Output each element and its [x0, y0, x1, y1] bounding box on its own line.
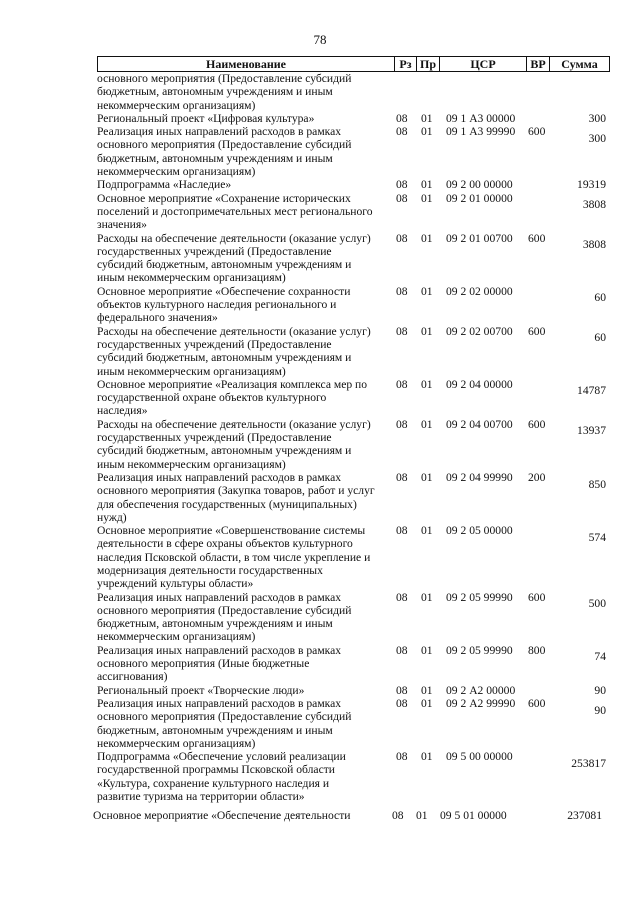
row-pr: 01 — [421, 643, 433, 657]
row-csr: 09 1 А3 00000 — [446, 111, 516, 125]
row-name-line: некоммерческим организациям) — [97, 736, 256, 750]
row-name — [97, 644, 383, 684]
row-name-line: федерального значения» — [97, 311, 218, 325]
row-csr: 09 2 А2 00000 — [446, 683, 516, 697]
table-row — [0, 697, 640, 750]
row-csr: 09 1 А3 99990 — [446, 125, 516, 139]
table-row — [0, 644, 640, 684]
row-name-line: Расходы на обеспечение деятельности (оказание услуг) — [97, 324, 371, 338]
row-name — [97, 285, 383, 325]
row-csr: 09 5 01 00000 — [440, 809, 507, 823]
row-name-line: государственных учреждений (Предоставление — [97, 337, 332, 351]
row-name — [97, 591, 383, 644]
row-name-line: иным некоммерческим организациям) — [97, 364, 286, 378]
row-csr: 09 2 01 00000 — [446, 191, 513, 205]
header-rz: Рз — [395, 57, 417, 71]
page-number: 78 — [313, 32, 327, 47]
row-sum: 850 — [588, 477, 606, 491]
row-name — [97, 750, 383, 803]
row-rz: 08 — [396, 417, 408, 431]
row-pr: 01 — [421, 683, 433, 697]
row-name-line: для обеспечения государственных (муниципальных) — [97, 497, 357, 511]
row-vr: 600 — [528, 125, 546, 139]
table-row — [0, 112, 640, 125]
row-sum: 3808 — [582, 238, 606, 252]
table-row — [0, 125, 640, 178]
row-name-line: Основное мероприятие «Обеспечение деятельности — [93, 809, 351, 823]
row-name-line: субсидий бюджетным, автономным учреждениям и — [97, 444, 352, 458]
row-name — [97, 418, 383, 471]
row-name-line: основного мероприятия (Закупка товаров, работ и услуг — [97, 484, 375, 498]
row-pr: 01 — [421, 284, 433, 298]
row-rz: 08 — [396, 284, 408, 298]
row-sum: 13937 — [577, 424, 606, 438]
row-name-line: государственной охране объектов культурного — [97, 391, 327, 405]
row-rz: 08 — [396, 590, 408, 604]
row-vr: 600 — [528, 696, 546, 710]
row-sum: 253817 — [571, 756, 606, 770]
row-pr: 01 — [421, 750, 433, 764]
row-name-line: ассигнования) — [97, 670, 168, 684]
row-name-line: некоммерческим организациям) — [97, 165, 256, 179]
row-name-line: значения» — [97, 218, 147, 232]
row-name-line: бюджетным, автономным учреждениям и иным — [97, 723, 333, 737]
row-csr: 09 2 04 00000 — [446, 377, 513, 391]
row-name — [97, 325, 383, 378]
row-vr: 600 — [528, 590, 546, 604]
row-sum: 60 — [594, 331, 606, 345]
row-name-line: Расходы на обеспечение деятельности (оказание услуг) — [97, 231, 371, 245]
row-csr: 09 2 А2 99990 — [446, 696, 516, 710]
row-sum: 574 — [588, 530, 606, 544]
row-name-line: Реализация иных направлений расходов в рамках — [97, 643, 342, 657]
row-name-line: государственных учреждений (Предоставление — [97, 431, 332, 445]
row-name-line: некоммерческим организациям) — [97, 98, 256, 112]
row-name — [93, 809, 379, 822]
row-csr: 09 2 05 00000 — [446, 524, 513, 538]
row-name — [97, 112, 383, 125]
header-sum: Сумма — [561, 57, 598, 71]
row-pr: 01 — [421, 417, 433, 431]
row-name-line: наследия Псковской области, в том числе укрепление и — [97, 550, 371, 564]
row-name-line: Региональный проект «Творческие люди» — [97, 683, 305, 697]
row-rz: 08 — [396, 125, 408, 139]
row-sum: 14787 — [577, 384, 606, 398]
table-row — [0, 809, 640, 822]
table-row — [0, 232, 640, 285]
row-name-line: деятельности в сфере охраны объектов культурного — [97, 537, 353, 551]
row-pr: 01 — [421, 470, 433, 484]
row-name-line: основного мероприятия (Предоставление субсидий — [97, 72, 352, 85]
row-vr: 800 — [528, 643, 546, 657]
row-name-line: иным некоммерческим организациям) — [97, 271, 286, 285]
row-rz: 08 — [396, 178, 408, 192]
row-csr: 09 2 05 99990 — [446, 643, 513, 657]
row-pr: 01 — [421, 111, 433, 125]
table-row — [0, 178, 640, 191]
row-csr: 09 2 02 00000 — [446, 284, 513, 298]
row-name-line: основного мероприятия (Предоставление субсидий — [97, 603, 352, 617]
row-name — [97, 232, 383, 285]
row-name — [97, 125, 383, 178]
row-rz: 08 — [396, 231, 408, 245]
row-sum: 19319 — [577, 178, 606, 192]
row-pr: 01 — [421, 191, 433, 205]
table-row — [0, 285, 640, 325]
row-name-line: развитие туризма на территории области» — [97, 790, 305, 804]
row-name-line: Основное мероприятие «Реализация комплекса мер по — [97, 377, 368, 391]
row-rz: 08 — [396, 683, 408, 697]
row-csr: 09 2 01 00700 — [446, 231, 513, 245]
row-sum: 90 — [594, 703, 606, 717]
row-name-line: Расходы на обеспечение деятельности (оказание услуг) — [97, 417, 371, 431]
row-rz: 08 — [396, 377, 408, 391]
row-sum: 300 — [588, 111, 606, 125]
row-rz: 08 — [396, 696, 408, 710]
row-sum: 3808 — [582, 198, 606, 212]
row-name-line: Реализация иных направлений расходов в рамках — [97, 696, 342, 710]
row-name-line: бюджетным, автономным учреждениям и иным — [97, 85, 333, 99]
table-row — [0, 192, 640, 232]
row-rz: 08 — [396, 643, 408, 657]
row-name-line: Региональный проект «Цифровая культура» — [97, 111, 315, 125]
row-rz: 08 — [396, 191, 408, 205]
row-rz: 08 — [396, 750, 408, 764]
table-row — [0, 684, 640, 697]
table-row — [0, 418, 640, 471]
row-name-line: «Культура, сохранение культурного наследия и — [97, 776, 330, 790]
row-name-line: некоммерческим организациям) — [97, 630, 256, 644]
row-pr: 01 — [421, 590, 433, 604]
row-name-line: государственной программы Псковской области — [97, 763, 335, 777]
row-sum: 500 — [588, 597, 606, 611]
row-sum: 237081 — [567, 809, 602, 823]
row-name-line: государственных учреждений (Предоставление — [97, 244, 332, 258]
row-name-line: Подпрограмма «Обеспечение условий реализации — [97, 750, 346, 764]
row-csr: 09 5 00 00000 — [446, 750, 513, 764]
row-name — [97, 697, 383, 750]
header-vr: ВР — [527, 57, 550, 71]
row-name-line: иным некоммерческим организациям) — [97, 457, 286, 471]
row-name-line: Основное мероприятие «Сохранение исторических — [97, 191, 351, 205]
row-name-line: субсидий бюджетным, автономным учреждениям и — [97, 258, 352, 272]
row-rz: 08 — [396, 324, 408, 338]
row-csr: 09 2 04 00700 — [446, 417, 513, 431]
header-pr: Пр — [417, 57, 440, 71]
row-name-line: Подпрограмма «Наследие» — [97, 178, 232, 192]
row-pr: 01 — [421, 524, 433, 538]
row-vr: 200 — [528, 470, 546, 484]
table-body — [0, 72, 640, 823]
row-pr: 01 — [416, 809, 428, 823]
row-name-line: субсидий бюджетным, автономным учреждениям и — [97, 351, 352, 365]
row-sum: 300 — [588, 131, 606, 145]
row-rz: 08 — [392, 809, 404, 823]
row-name — [97, 378, 383, 418]
table-row — [0, 591, 640, 644]
row-name-line: Основное мероприятие «Обеспечение сохранности — [97, 284, 351, 298]
row-name — [97, 178, 383, 191]
row-name-line: модернизация деятельности государственных — [97, 563, 323, 577]
header-name: Наименование — [98, 57, 395, 71]
row-vr: 600 — [528, 417, 546, 431]
row-sum: 90 — [594, 683, 606, 697]
row-name-line: бюджетным, автономным учреждениям и иным — [97, 617, 333, 631]
row-sum: 60 — [594, 291, 606, 305]
table-row — [0, 325, 640, 378]
row-pr: 01 — [421, 231, 433, 245]
row-pr: 01 — [421, 125, 433, 139]
table-row — [0, 378, 640, 418]
table-row — [0, 524, 640, 591]
row-name-line: основного мероприятия (Предоставление субсидий — [97, 138, 352, 152]
row-name-line: объектов культурного наследия регионального и — [97, 298, 337, 312]
row-name-line: поселений и достопримечательных мест регионального — [97, 204, 373, 218]
row-name-line: основного мероприятия (Предоставление субсидий — [97, 710, 352, 724]
row-name-line: учреждений культуры области» — [97, 577, 254, 591]
row-name-line: Реализация иных направлений расходов в рамках — [97, 470, 342, 484]
row-csr: 09 2 04 99990 — [446, 470, 513, 484]
row-pr: 01 — [421, 324, 433, 338]
row-rz: 08 — [396, 470, 408, 484]
row-name — [97, 192, 383, 232]
row-csr: 09 2 05 99990 — [446, 590, 513, 604]
row-pr: 01 — [421, 696, 433, 710]
row-csr: 09 2 02 00700 — [446, 324, 513, 338]
table-row — [0, 471, 640, 524]
row-name — [97, 524, 383, 590]
row-pr: 01 — [421, 178, 433, 192]
header-csr: ЦСР — [440, 57, 527, 71]
row-vr: 600 — [528, 324, 546, 338]
row-name-line: нужд) — [97, 510, 127, 524]
row-name-line: Реализация иных направлений расходов в рамках — [97, 590, 342, 604]
row-sum: 74 — [594, 650, 606, 664]
row-name-line: бюджетным, автономным учреждениям и иным — [97, 151, 333, 165]
row-rz: 08 — [396, 111, 408, 125]
row-csr: 09 2 00 00000 — [446, 178, 513, 192]
row-name — [97, 471, 383, 524]
row-name — [97, 72, 383, 112]
row-name-line: наследия» — [97, 404, 148, 418]
row-name — [97, 684, 383, 697]
row-rz: 08 — [396, 524, 408, 538]
row-pr: 01 — [421, 377, 433, 391]
table-row — [0, 72, 640, 112]
row-vr: 600 — [528, 231, 546, 245]
table-header — [97, 56, 610, 72]
row-name-line: основного мероприятия (Иные бюджетные — [97, 657, 310, 671]
row-name-line: Реализация иных направлений расходов в рамках — [97, 125, 342, 139]
table-row — [0, 750, 640, 803]
row-name-line: Основное мероприятие «Совершенствование системы — [97, 524, 366, 538]
